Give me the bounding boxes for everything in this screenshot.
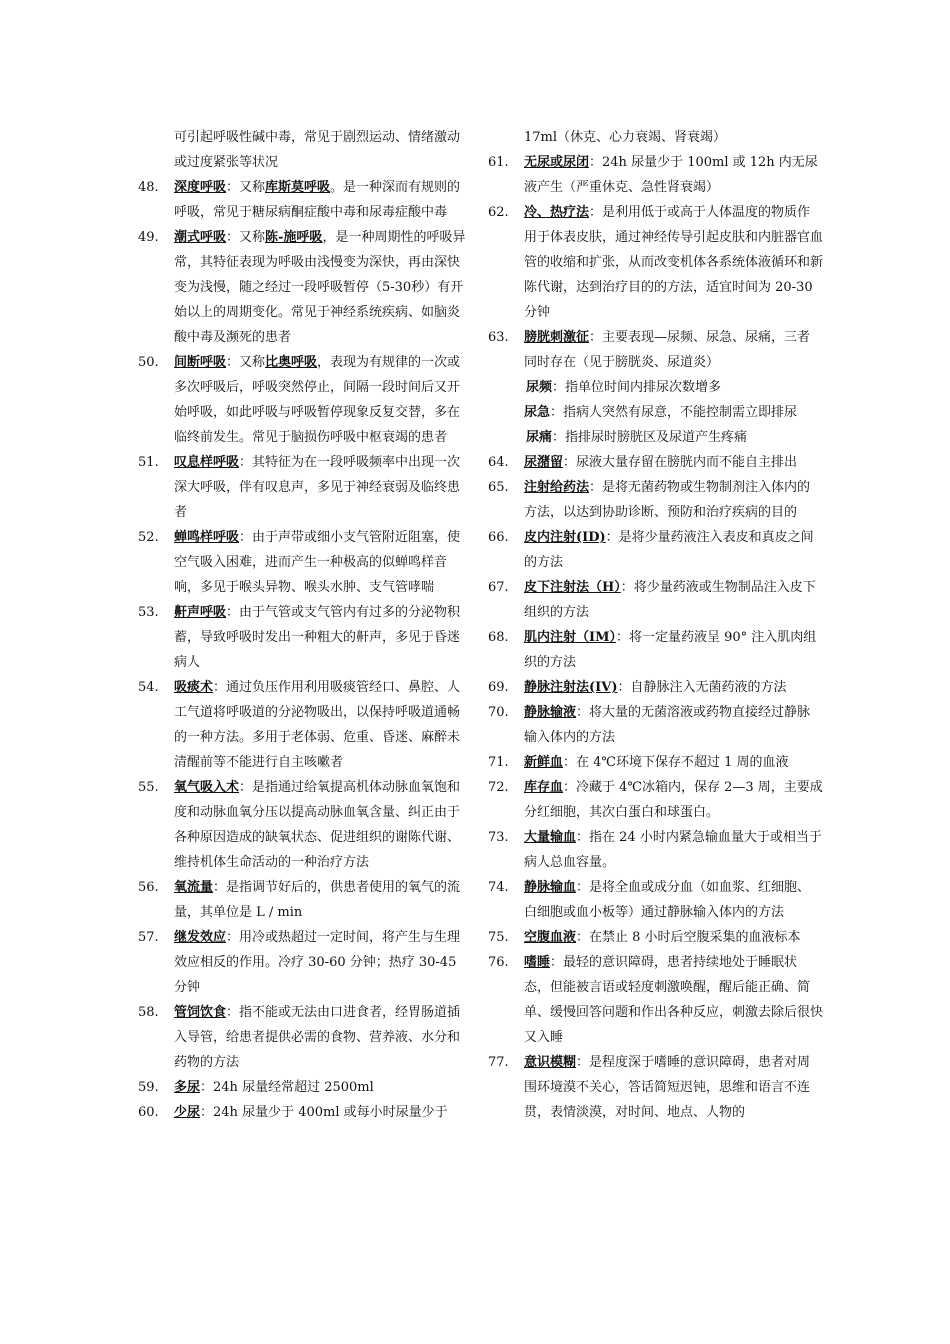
definition: ：是将少量药液注入表皮和真皮之间的方法 [524,530,814,570]
alt-term: 库斯莫呼吸 [265,180,331,195]
term: 无尿或尿闭 [524,155,590,170]
definition-item-56 [138,875,468,925]
item-number: 74. [488,880,509,895]
term: 空腹血液 [524,930,577,945]
definition-item-52 [138,525,468,600]
item-number: 52. [138,530,159,545]
definition: ：由于声带或细小支气管附近阻塞，使空气吸入困难，进而产生一种极高的似蝉鸣样音响，多见于喉头异物、喉头水肿、支气管哮喘 [174,530,461,595]
term: 尿潴留 [524,455,564,470]
definition-item-75 [488,925,823,950]
definition-item-74 [488,875,823,925]
term: 嗜睡 [524,955,551,970]
term: 潮式呼吸 [174,230,227,245]
definition: ：是程度深于嗜睡的意识障碍，患者对周围环境漠不关心，答话简短迟钝，思维和语言不连贯，表情淡漠，对时间、地点、人物的 [524,1055,811,1120]
alt-term: 陈-施呼吸 [265,230,323,245]
term: 静脉输血 [524,880,577,895]
item-number: 70. [488,705,509,720]
term: 叹息样呼吸 [174,455,240,470]
definition: ：是指调节好后的，供患者使用的氧气的流量，其单位是 L / min [174,880,461,920]
item-number: 56. [138,880,159,895]
item-number: 55. [138,780,159,795]
item-number: 75. [488,930,509,945]
definition-item-63 [488,325,823,375]
sub-definition: ：指病人突然有尿意，不能控制需立即排尿 [550,405,798,420]
item-number: 63. [488,330,509,345]
item-number: 50. [138,355,159,370]
item-number: 54. [138,680,159,695]
item-number: 49. [138,230,159,245]
term-prefix: ：又称 [226,180,266,195]
term: 管饲饮食 [174,1005,227,1020]
item-number: 57. [138,930,159,945]
term: 深度呼吸 [174,180,227,195]
term: 新鲜血 [524,755,564,770]
definition-item-49 [138,225,468,350]
term: 肌内注射（IM） [524,630,616,645]
term: 意识模糊 [524,1055,577,1070]
definition: ：在禁止 8 小时后空腹采集的血液标本 [576,930,801,945]
item-number: 58. [138,1005,159,1020]
sub-definition: ：指排尿时膀胱区及尿道产生疼痛 [552,430,748,445]
definition: ：是将全血或成分血（如血浆、红细胞、白细胞或血小板等）通过静脉输入体内的方法 [524,880,811,920]
item-number: 69. [488,680,509,695]
definition: 。是一种深而有规则的呼吸，常见于糖尿病酮症酸中毒和尿毒症酸中毒 [174,180,461,220]
definition: ，表现为有规律的一次或多次呼吸后，呼吸突然停止，间隔一段时间后又开始呼吸，如此呼吸与呼吸暂停现象反复交替，多在临终前发生。常见于脑损伤呼吸中枢衰竭的患者 [174,355,461,445]
definition: ：是将无菌药物或生物制剂注入体内的方法，以达到协助诊断、预防和治疗疾病的目的 [524,480,811,520]
item-number: 65. [488,480,509,495]
term: 继发效应 [174,930,227,945]
definition: ：在 4℃环境下保存不超过 1 周的血液 [563,755,789,770]
definition: ：指在 24 小时内紧急输血量大于或相当于病人总血容量。 [524,830,822,870]
definition: ，是一种周期性的呼吸异常，其特征表现为呼吸由浅慢变为深快，再由深快变为浅慢，随之经过一段呼吸暂停（5-30秒）有开始以上的周期变化。常见于神经系统疾病、如脑炎酸中毒及濒死的患者 [174,230,466,345]
item-number: 77. [488,1055,509,1070]
term: 皮内注射(ID) [524,530,606,545]
definition: ：自静脉注入无菌药液的方法 [617,680,787,695]
definition-item-68 [488,625,823,675]
sub-definition-frequency [488,375,823,400]
definition-item-59 [138,1075,468,1100]
definition: ：24h 尿量经常超过 2500ml [200,1080,374,1095]
term: 鼾声呼吸 [174,605,227,620]
definition-item-60 [138,1100,468,1125]
definition-item-70 [488,700,823,750]
definition: ：将一定量药液呈 90° 注入肌肉组织的方法 [524,630,817,670]
definition: ：将大量的无菌溶液或药物直接经过静脉输入体内的方法 [524,705,811,745]
item-number: 73. [488,830,509,845]
term: 静脉输液 [524,705,577,720]
definition-item-76 [488,950,823,1050]
definition: ：主要表现—尿频、尿急、尿痛，三者同时存在（见于膀胱炎、尿道炎） [524,330,811,370]
item-number: 66. [488,530,509,545]
sub-term: 尿频 [526,380,553,395]
term: 氧气吸入术 [174,780,240,795]
definition: ：指不能或无法由口进食者，经胃肠道插入导管，给患者提供必需的食物、营养液、水分和药物的方法 [174,1005,461,1070]
definition-item-53 [138,600,468,675]
definition-item-48 [138,175,468,225]
sub-definition-urgency [488,400,823,425]
term-prefix: ：又称 [226,230,266,245]
term: 膀胱刺激征 [524,330,590,345]
term: 库存血 [524,780,564,795]
definition-item-67 [488,575,823,625]
definition-item-72 [488,775,823,825]
definition-item-50 [138,350,468,450]
sub-definition-pain [488,425,823,450]
sub-term: 尿急 [524,405,551,420]
definition-item-77 [488,1050,823,1125]
definition: ：24h 尿量少于 100ml 或 12h 内无尿液产生（严重休克、急性肾衰竭） [524,155,818,195]
definition: ：将少量药液或生物制品注入皮下组织的方法 [524,580,816,620]
item-number: 48. [138,180,159,195]
item-number: 71. [488,755,509,770]
term: 冷、热疗法 [524,205,590,220]
definition: ：通过负压作用利用吸痰管经口、鼻腔、人工气道将呼吸道的分泌物吸出，以保持呼吸道通畅的一种方法。多用于老体弱、危重、昏迷、麻醉未清醒前等不能进行自主咳嗽者 [174,680,461,770]
item-number: 61. [488,155,509,170]
item-number: 51. [138,455,159,470]
sub-term: 尿痛 [526,430,553,445]
item-number: 64. [488,455,509,470]
term: 静脉注射法(IV) [524,680,618,695]
item-number: 76. [488,955,509,970]
definition: ：由于气管或支气管内有过多的分泌物积蓄，导致呼吸时发出一种粗大的鼾声，多见于昏迷病人 [174,605,461,670]
definition: ：是利用低于或高于人体温度的物质作用于体表皮肤，通过神经传导引起皮肤和内脏器官血管的收缩和扩张，从而改变机体各系统体液循环和新陈代谢，达到治疗目的的方法，适宜时间为 20-30 分钟 [524,205,824,320]
continuation-text: 可引起呼吸性碱中毒，常见于剧烈运动、情绪激动或过度紧张等状况 [174,130,461,170]
definition: ：用冷或热超过一定时间，将产生与生理效应相反的作用。冷疗 30-60 分钟；热疗 30-45 分钟 [174,930,461,995]
left-column [138,125,468,1125]
term: 氧流量 [174,880,214,895]
term: 蝉鸣样呼吸 [174,530,240,545]
definition-item-64 [488,450,823,475]
alt-term: 比奥呼吸 [265,355,318,370]
term-prefix: ：又称 [226,355,266,370]
item-number: 62. [488,205,509,220]
term: 间断呼吸 [174,355,227,370]
term: 皮下注射法（H） [524,580,621,595]
definition-item-61 [488,150,823,200]
term: 吸痰术 [174,680,214,695]
item-number: 60. [138,1105,159,1120]
continuation-text: 17ml（休克、心力衰竭、肾衰竭） [524,130,727,145]
item-number: 68. [488,630,509,645]
right-column [488,125,823,1125]
definition-item-66 [488,525,823,575]
definition: ：最轻的意识障碍，患者持续地处于睡眠状态，但能被言语或轻度刺激唤醒，醒后能正确、简单、缓慢回答问题和作出各种反应，刺激去除后很快又入睡 [524,955,824,1045]
term: 少尿 [174,1105,201,1120]
item-number: 67. [488,580,509,595]
item-number: 72. [488,780,509,795]
definition: ：其特征为在一段呼吸频率中出现一次深大呼吸，伴有叹息声，多见于神经衰弱及临终患者 [174,455,461,520]
term: 多尿 [174,1080,201,1095]
definition-item-73 [488,825,823,875]
definition-item-71 [488,750,823,775]
item-number: 53. [138,605,159,620]
definition-item-57 [138,925,468,1000]
term: 注射给药法 [524,480,590,495]
definition-item-51 [138,450,468,525]
definition-item-65 [488,475,823,525]
definition-item-69 [488,675,823,700]
definition: ：尿液大量存留在膀胱内而不能自主排出 [563,455,798,470]
definition-item-58 [138,1000,468,1075]
item-number: 59. [138,1080,159,1095]
definition: ：是指通过给氧提高机体动脉血氧饱和度和动脉血氧分压以提高动脉血氧含量、纠正由于各种原因造成的缺氧状态、促进组织的谢陈代谢、维持机体生命活动的一种治疗方法 [174,780,461,870]
term: 大量输血 [524,830,577,845]
definition-item-62 [488,200,823,325]
definition-item-54 [138,675,468,775]
sub-definition: ：指单位时间内排尿次数增多 [552,380,722,395]
definition: ：24h 尿量少于 400ml 或每小时尿量少于 [200,1105,448,1120]
definition-item-55 [138,775,468,875]
definition: ：冷藏于 4℃冰箱内，保存 2—3 周，主要成分红细胞，其次白蛋白和球蛋白。 [524,780,823,820]
